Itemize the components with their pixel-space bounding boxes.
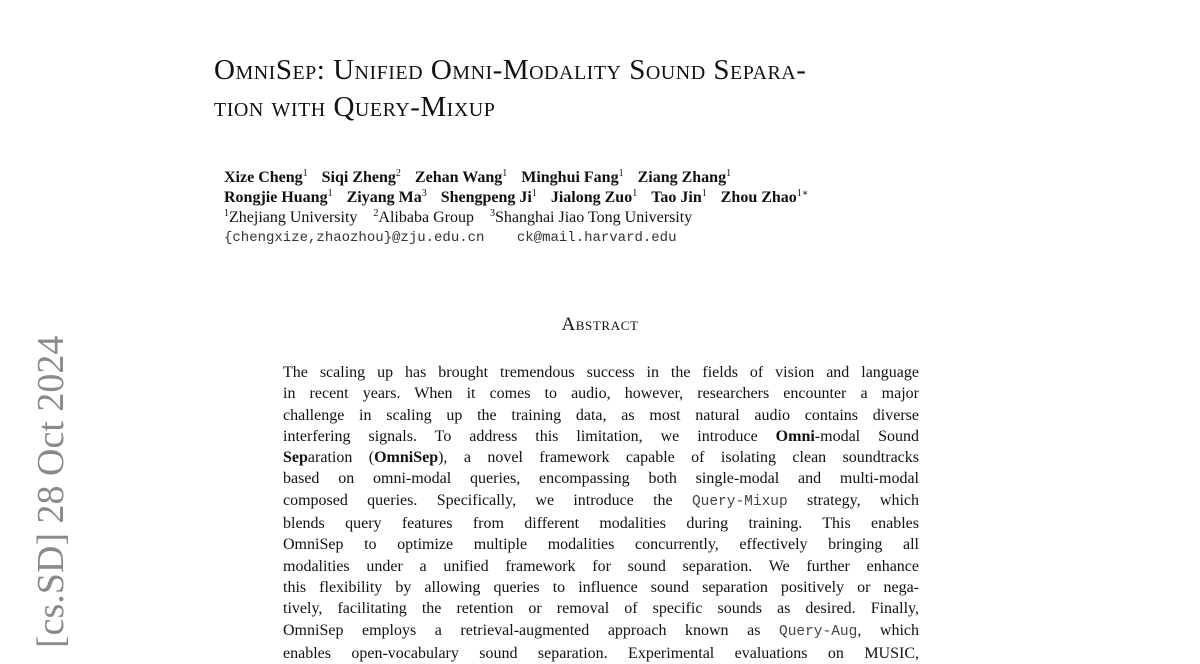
- abstract-line: blends query features from different modalities during training. This enables: [283, 515, 919, 533]
- email: {chengxize,zhaozhou}@zju.edu.cn: [224, 230, 485, 246]
- abstract-line: modalities under a unified framework for sound separation. We further enhance: [283, 557, 919, 575]
- code-term: Query-Mixup: [691, 493, 788, 510]
- author: Zehan Wang$^1$: [414, 168, 508, 186]
- author: Rongjie Huang$^1$: [224, 188, 333, 206]
- author: Jialong Zuo$^1$: [550, 188, 638, 206]
- abstract-line: enables open-vocabulary sound separation. Experimental evaluations on MUSIC,: [283, 644, 919, 662]
- author: Siqi Zheng$^2$: [321, 168, 401, 186]
- authors-row-2: [224, 188, 1044, 208]
- title-line-1: OmniSep: Unified Omni-Modality Sound Separa-: [214, 54, 807, 86]
- authors-row-1: [224, 168, 1044, 188]
- abstract-line: in recent years. When it comes to audio, however, researchers encounter a major: [283, 385, 919, 403]
- author: Minghui Fang$^1$: [521, 168, 624, 186]
- author-emails: [224, 228, 1044, 248]
- abstract-line: this flexibility by allowing queries to influence sound separation positively or nega-: [283, 578, 919, 596]
- abstract-line: challenge in scaling up the training data, as most natural audio contains diverse: [283, 406, 919, 424]
- author: Shengpeng Ji$^1$: [440, 188, 537, 206]
- affiliation: $^3$Shanghai Jiao Tong University: [489, 208, 693, 226]
- abstract-line: The scaling up has brought tremendous success in the fields of vision and language: [283, 364, 919, 381]
- email: ck@mail.harvard.edu: [516, 230, 677, 246]
- abstract-body: [283, 362, 919, 664]
- arxiv-identifier-stamp: [26, 312, 78, 648]
- author: Ziyang Ma$^3$: [346, 188, 427, 206]
- affiliation: $^1$Zhejiang University: [224, 208, 358, 226]
- abstract-line: Separation (OmniSep), a novel framework capable of isolating clean soundtracks: [283, 449, 919, 467]
- abstract-line: interfering signals. To address this limitation, we introduce Omni-modal Sound: [283, 427, 919, 445]
- affiliation: $^2$Alibaba Group: [373, 208, 474, 226]
- code-term: Query-Aug: [779, 623, 858, 640]
- abstract-line: based on omni-modal queries, encompassing both single-modal and multi-modal: [283, 470, 919, 488]
- arxiv-stamp-text: [cs.SD] 28 Oct 2024: [30, 335, 72, 648]
- abstract-line: composed queries. Specifically, we introduce the Query-Mixup strategy, which: [283, 491, 919, 510]
- author: Zhou Zhao$^{1∗}$: [720, 188, 809, 206]
- author: Tao Jin$^1$: [651, 188, 707, 206]
- abstract-line: tively, facilitating the retention or removal of specific sounds as desired. Finally,: [283, 600, 919, 618]
- title-line-2: tion with Query-Mixup: [214, 91, 496, 123]
- abstract-line: OmniSep employs a retrieval-augmented approach known as Query-Aug, which: [283, 621, 919, 640]
- author: Xize Cheng$^1$: [224, 168, 308, 186]
- abstract-line: OmniSep to optimize multiple modalities concurrently, effectively bringing all: [283, 536, 919, 554]
- affiliations: [224, 208, 1044, 228]
- abstract-heading: Abstract: [561, 314, 639, 335]
- paper-title: [214, 52, 1014, 126]
- author: Ziang Zhang$^1$: [637, 168, 732, 186]
- author-block: [224, 168, 1044, 248]
